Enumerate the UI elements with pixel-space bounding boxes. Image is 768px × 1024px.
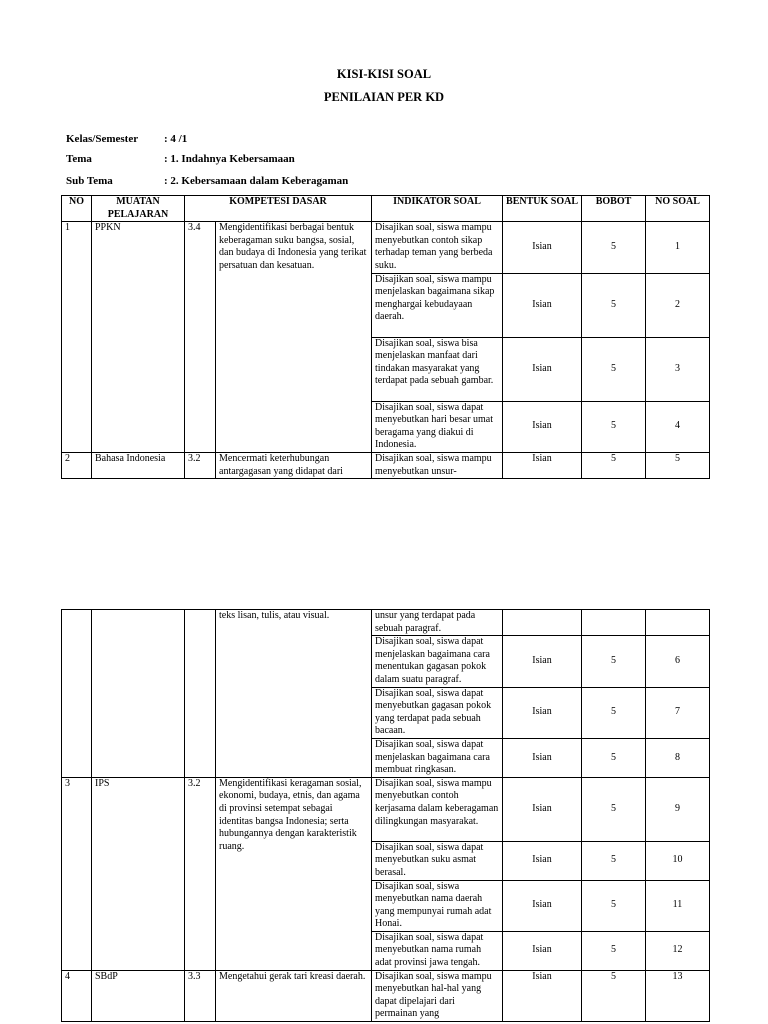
cell-no-soal: 7 (646, 687, 710, 738)
cell-bobot: 5 (582, 738, 646, 777)
cell-kd: Mengidentifikasi keragaman sosial, ekonomi, budaya, etnis, dan agama di provinsi setempat sebagai identitas bangsa Indonesia; serta hubungannya dengan karakteristik ruang. (216, 777, 372, 970)
header-muatan: MUATAN PELAJARAN (92, 196, 185, 222)
cell-no (62, 610, 92, 778)
cell-bobot: 5 (582, 222, 646, 273)
cell-bentuk: Isian (503, 970, 582, 1021)
cell-bentuk: Isian (503, 687, 582, 738)
tema-value: : 1. Indahnya Kebersamaan (164, 153, 295, 165)
cell-bobot: 5 (582, 273, 646, 337)
cell-indikator: Disajikan soal, siswa dapat menyebutkan suku asmat berasal. (372, 841, 503, 880)
tema-label: Tema (66, 153, 92, 165)
cell-muatan: IPS (92, 777, 185, 970)
cell-bobot: 5 (582, 452, 646, 478)
cell-no-soal: 3 (646, 337, 710, 401)
cell-bentuk: Isian (503, 777, 582, 841)
cell-no: 2 (62, 452, 92, 478)
cell-kd-code (185, 610, 216, 778)
cell-muatan: Bahasa Indonesia (92, 452, 185, 478)
cell-no-soal: 10 (646, 841, 710, 880)
header-bentuk: BENTUK SOAL (503, 196, 582, 222)
cell-no-soal: 12 (646, 931, 710, 970)
cell-bentuk: Isian (503, 401, 582, 452)
cell-bobot: 5 (582, 931, 646, 970)
cell-no-soal: 2 (646, 273, 710, 337)
cell-no-soal: 11 (646, 880, 710, 931)
header-kompetensi-dasar: KOMPETESI DASAR (185, 196, 372, 222)
cell-bobot: 5 (582, 841, 646, 880)
cell-indikator: Disajikan soal, siswa mampu menyebutkan contoh sikap terhadap teman yang berbeda suku. (372, 222, 503, 273)
cell-kd: teks lisan, tulis, atau visual. (216, 610, 372, 778)
cell-bentuk: Isian (503, 636, 582, 687)
cell-kd-code: 3.2 (185, 452, 216, 478)
cell-no-soal: 9 (646, 777, 710, 841)
cell-kd: Mengidentifikasi berbagai bentuk keberagaman suku bangsa, sosial, dan budaya di Indonesia yang terikat persatuan dan kesatuan. (216, 222, 372, 453)
cell-bentuk: Isian (503, 931, 582, 970)
header-no-soal: NO SOAL (646, 196, 710, 222)
cell-bobot: 5 (582, 636, 646, 687)
table-row (62, 970, 710, 1021)
cell-bobot: 5 (582, 401, 646, 452)
cell-bentuk (503, 610, 582, 636)
kelas-label: Kelas/Semester (66, 133, 139, 145)
header-no: NO (62, 196, 92, 222)
cell-bobot (582, 610, 646, 636)
cell-indikator: Disajikan soal, siswa mampu menjelaskan bagaimana sikap menghargai kebudayaan daerah. (372, 273, 503, 337)
cell-indikator: unsur yang terdapat pada sebuah paragraf. (372, 610, 503, 636)
cell-indikator: Disajikan soal, siswa dapat menyebutkan nama rumah adat provinsi jawa tengah. (372, 931, 503, 970)
cell-no-soal: 5 (646, 452, 710, 478)
cell-no-soal: 4 (646, 401, 710, 452)
cell-no-soal: 1 (646, 222, 710, 273)
cell-bobot: 5 (582, 880, 646, 931)
cell-no: 4 (62, 970, 92, 1021)
header-indikator: INDIKATOR SOAL (372, 196, 503, 222)
kelas-value: : 4 /1 (164, 133, 188, 145)
cell-indikator: Disajikan soal, siswa dapat menjelaskan bagaimana cara menentukan gagasan pokok dalam suatu paragraf. (372, 636, 503, 687)
cell-no-soal: 13 (646, 970, 710, 1021)
document-title: KISI-KISI SOAL (336, 67, 432, 81)
cell-bobot: 5 (582, 337, 646, 401)
cell-no: 3 (62, 777, 92, 970)
cell-muatan (92, 610, 185, 778)
table-row (62, 222, 710, 273)
cell-kd-code: 3.3 (185, 970, 216, 1021)
subtema-label: Sub Tema (66, 175, 113, 187)
cell-indikator: Disajikan soal, siswa dapat menjelaskan bagaimana cara membuat ringkasan. (372, 738, 503, 777)
table-row (62, 452, 710, 478)
cell-kd-code: 3.4 (185, 222, 216, 453)
cell-muatan: PPKN (92, 222, 185, 453)
cell-indikator: Disajikan soal, siswa mampu menyebutkan unsur- (372, 452, 503, 478)
cell-no-soal: 8 (646, 738, 710, 777)
cell-indikator: Disajikan soal, siswa mampu menyebutkan contoh kerjasama dalam keberagaman dilingkungan masyarakat. (372, 777, 503, 841)
cell-indikator: Disajikan soal, siswa bisa menjelaskan manfaat dari tindakan masyarakat yang terdapat pada sebuah gambar. (372, 337, 503, 401)
cell-kd-code: 3.2 (185, 777, 216, 970)
table-row (62, 777, 710, 841)
cell-kd: Mencermati keterhubungan antargagasan yang didapat dari (216, 452, 372, 478)
subtema-value: : 2. Kebersamaan dalam Keberagaman (164, 175, 349, 187)
header-bobot: BOBOT (582, 196, 646, 222)
cell-bobot: 5 (582, 777, 646, 841)
cell-indikator: Disajikan soal, siswa menyebutkan nama daerah yang mempunyai rumah adat Honai. (372, 880, 503, 931)
cell-bentuk: Isian (503, 452, 582, 478)
cell-indikator: Disajikan soal, siswa dapat menyebutkan gagasan pokok yang terdapat pada sebuah bacaan. (372, 687, 503, 738)
cell-bobot: 5 (582, 970, 646, 1021)
cell-bentuk: Isian (503, 337, 582, 401)
cell-indikator: Disajikan soal, siswa mampu menyebutkan hal-hal yang dapat dipelajari dari permainan yang (372, 970, 503, 1021)
cell-bentuk: Isian (503, 738, 582, 777)
cell-muatan: SBdP (92, 970, 185, 1021)
document-subtitle: PENILAIAN PER KD (323, 90, 445, 104)
cell-no-soal (646, 610, 710, 636)
kisi-kisi-table-page-1 (61, 195, 710, 479)
cell-bentuk: Isian (503, 222, 582, 273)
cell-indikator: Disajikan soal, siswa dapat menyebutkan hari besar umat beragama yang diakui di Indonesia. (372, 401, 503, 452)
cell-bentuk: Isian (503, 273, 582, 337)
cell-bentuk: Isian (503, 841, 582, 880)
cell-bobot: 5 (582, 687, 646, 738)
cell-bentuk: Isian (503, 880, 582, 931)
cell-no-soal: 6 (646, 636, 710, 687)
kisi-kisi-table-page-2 (61, 609, 710, 1022)
cell-kd: Mengetahui gerak tari kreasi daerah. (216, 970, 372, 1021)
table-row (62, 610, 710, 636)
cell-no: 1 (62, 222, 92, 453)
